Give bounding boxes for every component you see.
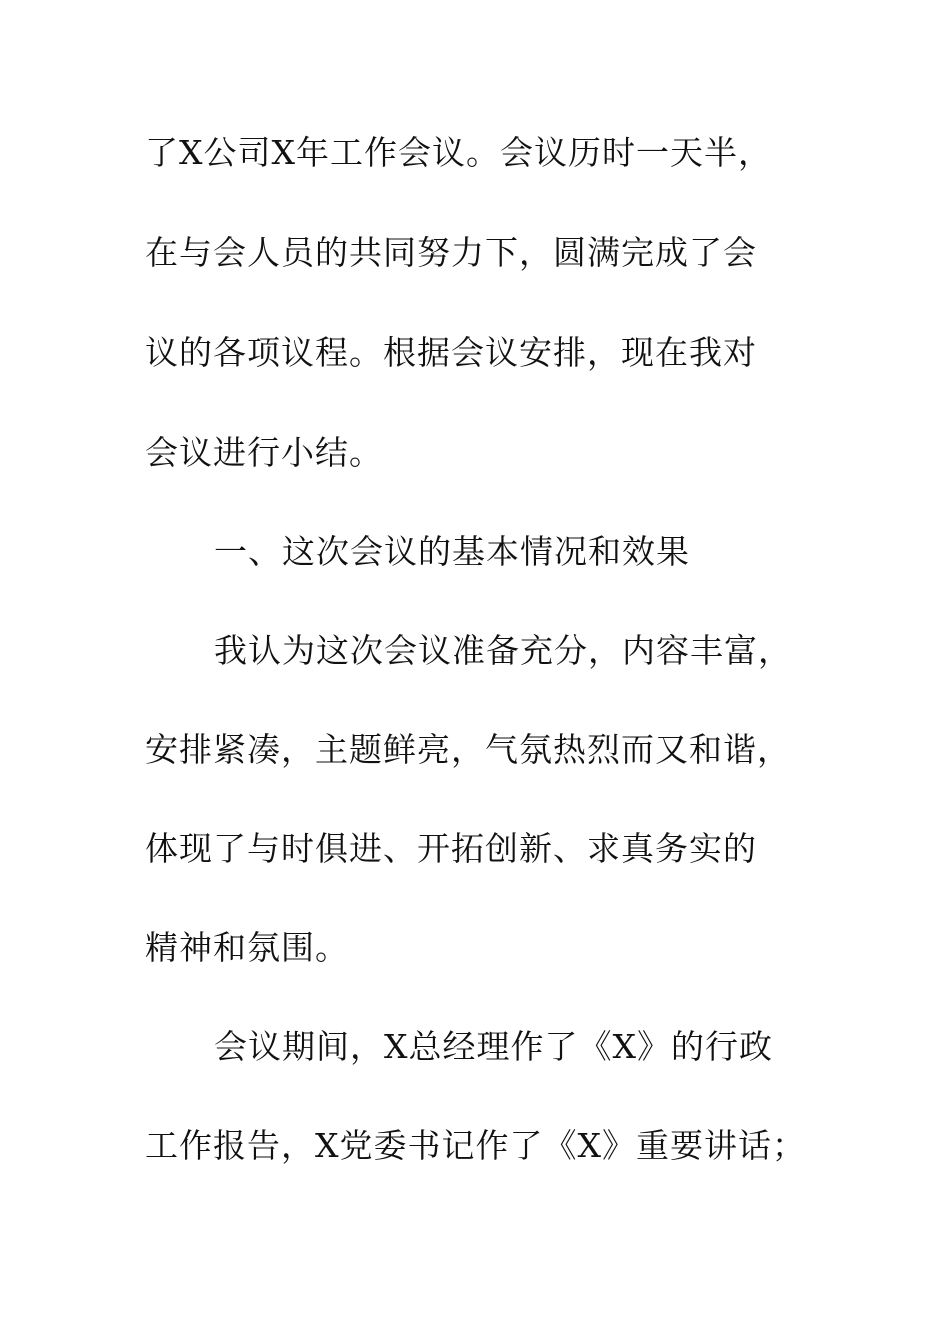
text-line: 会议期间，X总经理作了《X》的行政 (214, 1027, 773, 1066)
text-line: 我认为这次会议准备充分，内容丰富， (214, 631, 792, 670)
text-line: 体现了与时俱进、开拓创新、求真务实的 (145, 829, 757, 868)
text-line: 安排紧凑，主题鲜亮，气氛热烈而又和谐， (145, 730, 791, 769)
section-heading: 一、这次会议的基本情况和效果 (214, 532, 690, 571)
text-line: 会议进行小结。 (145, 433, 383, 472)
text-line: 在与会人员的共同努力下，圆满完成了会 (145, 233, 757, 272)
text-line: 工作报告，X党委书记作了《X》重要讲话； (145, 1126, 806, 1165)
text-line: 精神和氛围。 (145, 928, 349, 967)
text-line: 议的各项议程。根据会议安排，现在我对 (145, 333, 757, 372)
text-line: 了X公司X年工作会议。会议历时一天半， (145, 133, 772, 172)
